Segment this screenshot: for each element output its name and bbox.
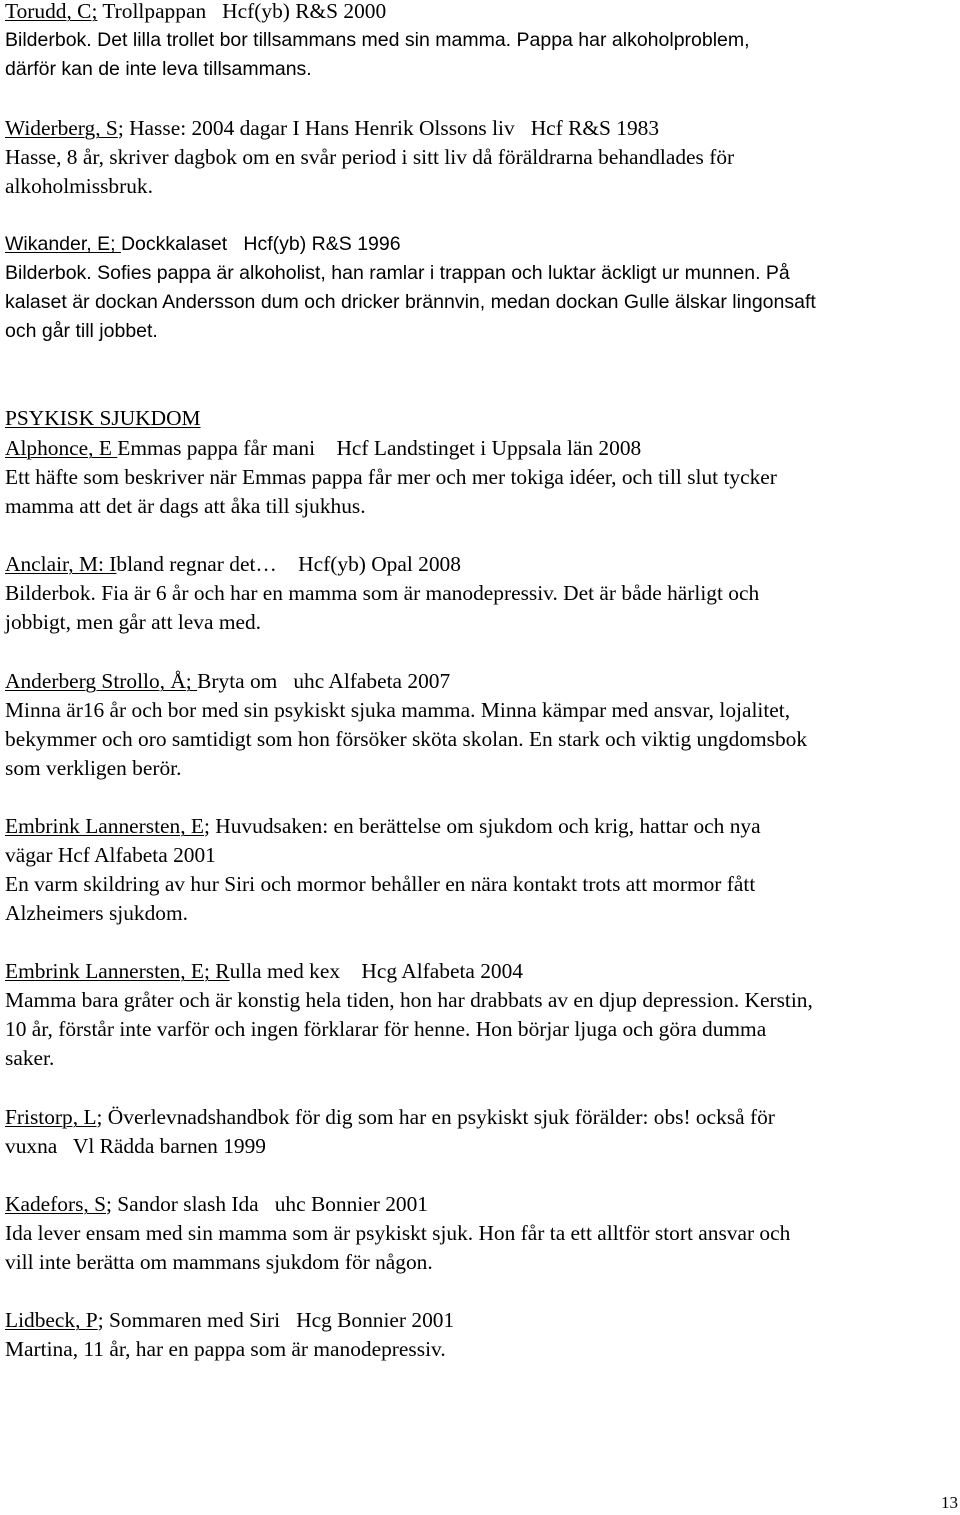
book-title: ; Sommaren med Siri Hcg Bonnier 2001 (97, 1308, 455, 1332)
entry-description: Hasse, 8 år, skriver dagbok om en svår period i sitt liv då föräldrarna behandlades för (5, 145, 735, 169)
author-name: Embrink Lannersten, E (5, 814, 204, 838)
entry-description: 10 år, förstår inte varför och ingen förklarar för henne. Hon börjar ljuga och göra dumma (5, 1017, 767, 1041)
entry-title-line (5, 667, 450, 696)
author-name: Embrink Lannersten, E; R (5, 959, 230, 983)
entry-description: Mamma bara gråter och är konstig hela tiden, hon har drabbats av en djup depression. Kerstin, (5, 988, 813, 1012)
entry-description: alkoholmissbruk. (5, 174, 153, 198)
author-name: Torudd, C; (5, 0, 98, 23)
author-name: Alphonce, E (5, 436, 118, 460)
author-name: Lidbeck, P (5, 1308, 98, 1332)
entry-description: som verkligen berör. (5, 756, 182, 780)
entry-description: kalaset är dockan Andersson dum och dricker brännvin, medan dockan Gulle älskar lingonsaft (5, 291, 816, 313)
book-title: Emmas pappa får mani Hcf Landstinget i Uppsala län 2008 (117, 436, 642, 460)
entry-title-line (5, 812, 761, 841)
book-title: ; Överlevnadshandbok för dig som har en psykiskt sjuk förälder: obs! också för (96, 1105, 775, 1129)
entry-title-continuation: vuxna Vl Rädda barnen 1999 (5, 1134, 266, 1158)
entry-description: och går till jobbet. (5, 320, 158, 342)
book-title: Bryta om uhc Alfabeta 2007 (197, 669, 451, 693)
book-title: ; Hasse: 2004 dagar I Hans Henrik Olssons liv Hcf R&S 1983 (117, 116, 660, 140)
entry-description: En varm skildring av hur Siri och mormor behåller en nära kontakt trots att mormor fått (5, 872, 756, 896)
book-title: ; Sandor slash Ida uhc Bonnier 2001 (106, 1192, 428, 1216)
author-name: Fristorp, L (5, 1105, 97, 1129)
book-title: ulla med kex Hcg Alfabeta 2004 (229, 959, 524, 983)
entry-title-line (5, 230, 401, 259)
book-title: ; Huvudsaken: en berättelse om sjukdom och krig, hattar och nya (204, 814, 761, 838)
entry-description: bekymmer och oro samtidigt som hon försöker sköta skolan. En stark och viktig ungdomsbok (5, 727, 808, 751)
entry-title-line (5, 957, 523, 986)
entry-description: Ett häfte som beskriver när Emmas pappa får mer och mer tokiga idéer, och till slut tycker (5, 465, 777, 489)
entry-description: jobbigt, men går att leva med. (5, 610, 262, 634)
entry-title-continuation: vägar Hcf Alfabeta 2001 (5, 843, 216, 867)
book-title: Trollpappan Hcf(yb) R&S 2000 (97, 0, 387, 23)
entry-description: vill inte berätta om mammans sjukdom för någon. (5, 1250, 433, 1274)
entry-description: Bilderbok. Sofies pappa är alkoholist, han ramlar i trappan och luktar äckligt ur munnen. På (5, 262, 790, 284)
entry-description: mamma att det är dags att åka till sjukhus. (5, 494, 366, 518)
author-name: Anclair, M: I (5, 552, 117, 576)
entry-title-line (5, 1306, 454, 1335)
entry-title-line (5, 114, 659, 143)
author-name: Wikander, E; (5, 233, 121, 255)
author-name: Widerberg, S (5, 116, 118, 140)
entry-description: Alzheimers sjukdom. (5, 901, 188, 925)
entry-title-line (5, 1190, 428, 1219)
entry-description: Bilderbok. Det lilla trollet bor tillsammans med sin mamma. Pappa har alkoholproblem, (5, 29, 750, 51)
entry-title-line (5, 1103, 775, 1132)
entry-description: Ida lever ensam med sin mamma som är psykiskt sjuk. Hon får ta ett alltför stort ansvar och (5, 1221, 791, 1245)
author-name: Kadefors, S (5, 1192, 106, 1216)
entry-description: saker. (5, 1046, 55, 1070)
entry-title-line (5, 550, 461, 579)
book-title: bland regnar det… Hcf(yb) Opal 2008 (116, 552, 461, 576)
book-title: Dockkalaset Hcf(yb) R&S 1996 (120, 233, 401, 255)
page-number: 13 (941, 1493, 958, 1512)
entry-description: Bilderbok. Fia är 6 år och har en mamma som är manodepressiv. Det är både härligt och (5, 581, 760, 605)
entry-title-line (5, 0, 386, 26)
entry-description: Minna är16 år och bor med sin psykiskt sjuka mamma. Minna kämpar med ansvar, lojalitet, (5, 698, 791, 722)
section-heading: PSYKISK SJUKDOM (5, 406, 201, 430)
entry-description: Martina, 11 år, har en pappa som är manodepressiv. (5, 1337, 446, 1361)
entry-title-line (5, 434, 641, 463)
author-name: Anderberg Strollo, Å; (5, 669, 198, 693)
entry-description: därför kan de inte leva tillsammans. (5, 58, 312, 80)
